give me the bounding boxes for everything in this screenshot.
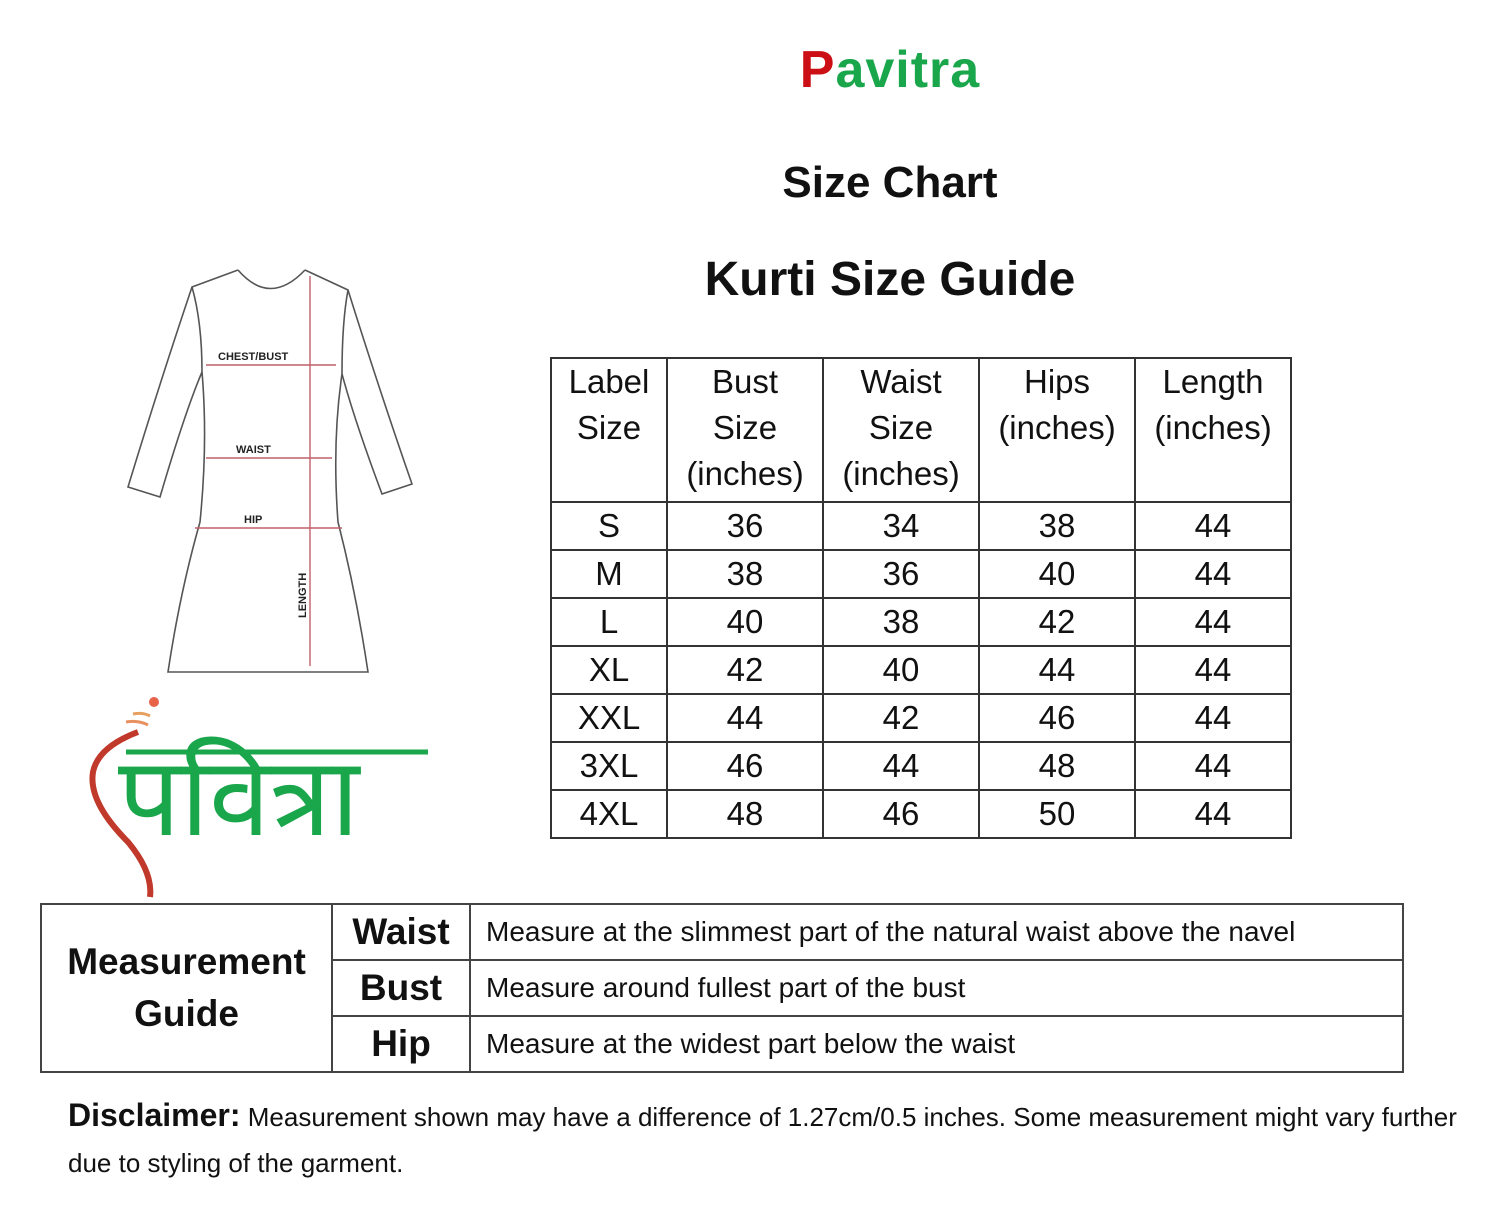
table-row: XXL 44 42 46 44 [551, 694, 1291, 742]
header-bust: Bust Size (inches) [667, 358, 823, 502]
guide-key-waist: Waist [332, 904, 470, 960]
disclaimer [68, 1092, 1488, 1186]
table-row: S 36 34 38 44 [551, 502, 1291, 550]
header-hips: Hips (inches) [979, 358, 1135, 502]
kurti-diagram [120, 262, 430, 682]
table-row: 4XL 48 46 50 44 [551, 790, 1291, 838]
guide-key-hip: Hip [332, 1016, 470, 1072]
guide-row [41, 904, 1403, 960]
guide-key-bust: Bust [332, 960, 470, 1016]
disclaimer-text: Measurement shown may have a difference of 1.27cm/0.5 inches. Some measurement might vary further due to styling of the garment. [68, 1102, 1457, 1178]
brand-first-letter: P [799, 41, 836, 99]
length-label: LENGTH [297, 572, 309, 618]
guide-desc-bust: Measure around fullest part of the bust [470, 960, 1403, 1016]
header-label-size: Label Size [551, 358, 667, 502]
waist-label: WAIST [236, 444, 271, 456]
size-table [550, 357, 1292, 839]
header-waist: Waist Size (inches) [823, 358, 979, 502]
chest-label: CHEST/BUST [218, 351, 289, 363]
header-length: Length (inches) [1135, 358, 1291, 502]
guide-desc-waist: Measure at the slimmest part of the natural waist above the navel [470, 904, 1403, 960]
hip-label: HIP [244, 514, 263, 526]
logo-text: पवित्रा [118, 733, 360, 861]
size-chart-title: Size Chart [782, 158, 998, 207]
disclaimer-label: Disclaimer: [68, 1097, 241, 1133]
kurti-guide-title: Kurti Size Guide [704, 253, 1076, 306]
brand-title [700, 40, 1080, 100]
kurti-outline-icon [120, 262, 430, 682]
guide-heading: Measurement Guide [41, 904, 332, 1072]
table-row: L 40 38 42 44 [551, 598, 1291, 646]
measurement-guide-table [40, 903, 1404, 1073]
guide-desc-hip: Measure at the widest part below the waist [470, 1016, 1403, 1072]
table-row: XL 42 40 44 44 [551, 646, 1291, 694]
table-row: M 38 36 40 44 [551, 550, 1291, 598]
table-row: 3XL 46 44 48 44 [551, 742, 1291, 790]
size-table-header [551, 358, 1291, 502]
brand-rest: avitra [835, 41, 981, 99]
pavitra-logo [78, 692, 438, 902]
